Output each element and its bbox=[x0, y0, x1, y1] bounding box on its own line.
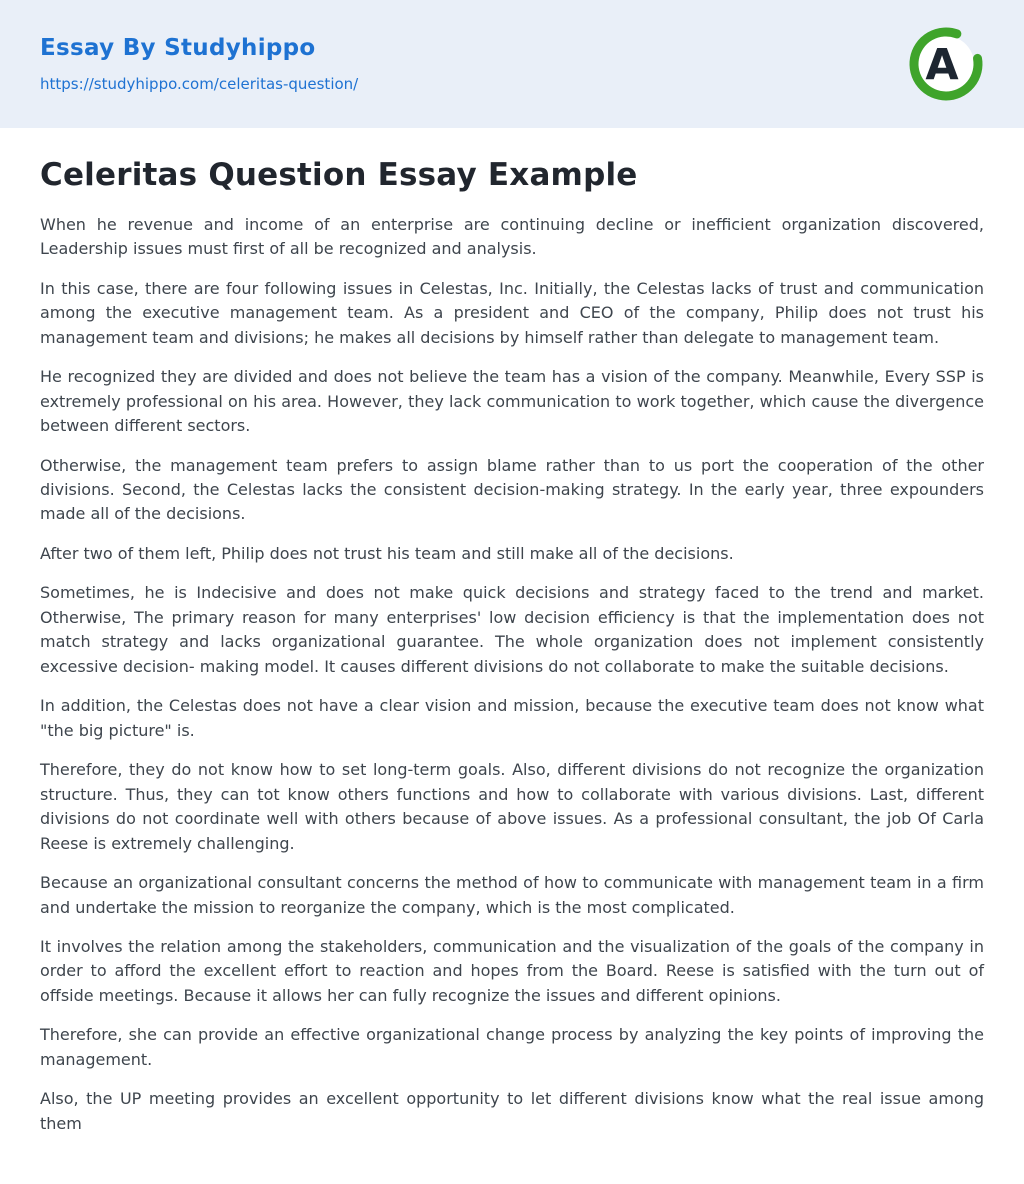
page-url-link[interactable]: https://studyhippo.com/celeritas-question/ bbox=[40, 75, 359, 94]
essay-paragraph: Because an organizational consultant concerns the method of how to communicate with management team in a firm and undertake the mission to reorganize the company, which is the most complicated. bbox=[40, 873, 984, 917]
essay-paragraph: Sometimes, he is Indecisive and does not make quick decisions and strategy faced to the trend and market. Otherwise, The primary reason for many enterprises' low decision efficiency is that the implementation does not match strategy and lacks organizational guarantee. The whole organization does not implement consistently excessive decision- making model. It causes different divisions do not collaborate to make the suitable decisions. bbox=[40, 583, 984, 676]
essay-paragraph: In addition, the Celestas does not have a clear vision and mission, because the executive team does not know what "the big picture" is. bbox=[40, 696, 984, 740]
essay-paragraph: He recognized they are divided and does not believe the team has a vision of the company. Meanwhile, Every SSP is extremely professional on his area. However, they lack communication to work together, which cause the divergence between different sectors. bbox=[40, 367, 984, 436]
essay-paragraph: It involves the relation among the stakeholders, communication and the visualization of the goals of the company in order to afford the excellent effort to reaction and hopes from the Board. Reese is satisfied with the turn out of offside meetings. Because it allows her can fully recognize the issues and different opinions. bbox=[40, 937, 984, 1005]
essay-paragraph: Also, the UP meeting provides an excellent opportunity to let different divisions know what the real issue among them bbox=[40, 1089, 984, 1133]
essay-body bbox=[40, 213, 984, 1137]
page-header bbox=[0, 0, 1024, 128]
essay-paragraph: Therefore, she can provide an effective organizational change process by analyzing the key points of improving the management. bbox=[40, 1025, 984, 1069]
logo-circle-a-icon bbox=[908, 26, 984, 102]
essay-paragraph: Therefore, they do not know how to set long-term goals. Also, different divisions do not recognize the organization structure. Thus, they can tot know others functions and how to collaborate with various divisions. Last, different divisions do not coordinate well with others because of above issues. As a professional consultant, the job Of Carla Reese is extremely challenging. bbox=[40, 760, 984, 853]
essay-paragraph: When he revenue and income of an enterprise are continuing decline or inefficient organization discovered, Leadership issues must first of all be recognized and analysis. bbox=[40, 214, 984, 259]
studyhippo-logo bbox=[908, 26, 984, 102]
essay-paragraph: In this case, there are four following issues in Celestas, Inc. Initially, the Celestas lacks of trust and communication among the executive management team. As a president and CEO of the company, Philip does not trust his management team and divisions; he makes all decisions by himself rather than delegate to management team. bbox=[40, 278, 984, 347]
logo-letter: A bbox=[925, 40, 959, 90]
site-title-link[interactable]: Essay By Studyhippo bbox=[40, 34, 316, 61]
header-text-block bbox=[40, 35, 358, 94]
essay-content bbox=[0, 128, 1024, 1184]
essay-paragraph: Otherwise, the management team prefers to assign blame rather than to us port the cooperation of the other divisions. Second, the Celestas lacks the consistent decision-making strategy. In the early year, three expounders made all of the decisions. bbox=[40, 455, 984, 524]
essay-paragraph: After two of them left, Philip does not trust his team and still make all of the decisions. bbox=[40, 543, 734, 563]
essay-title: Celeritas Question Essay Example bbox=[40, 157, 638, 193]
